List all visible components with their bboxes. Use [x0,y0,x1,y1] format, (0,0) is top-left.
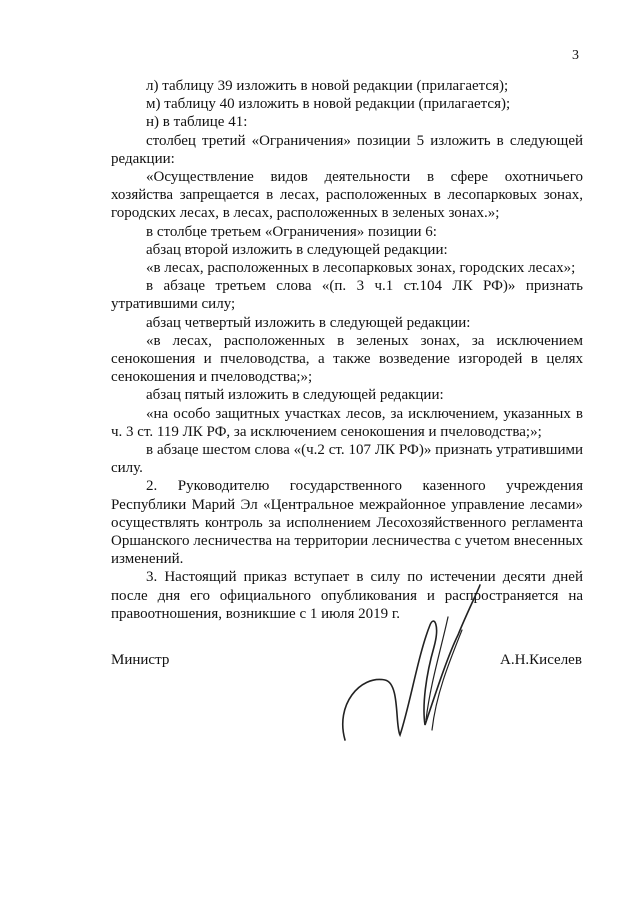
paragraph: л) таблицу 39 изложить в новой редакции (прилагается); [146,78,509,94]
handwritten-signature [330,555,500,765]
paragraph: «в лесах, расположенных в лесопарковых зонах, городских лесах»; [146,260,576,277]
paragraph: абзац пятый изложить в следующей редакции: [146,387,444,404]
paragraph: абзац четвертый изложить в следующей редакции: [146,314,471,331]
paragraph: 2. Руководителю государственного казенного учреждения Республики Марий Эл «Центральное межрайонное управление лесами» осуществлять контроль за исполнением Лесохозяйственного регламента Оршанского лесничества на территории лесничества с учетом внесенных изменений. [111,478,583,568]
paragraph: н) в таблице 41: [146,114,248,131]
paragraph: в абзаце третьем слова «(п. 3 ч.1 ст.104 ЛК РФ)» признать утратившими силу; [111,278,583,313]
paragraph: м) таблицу 40 изложить в новой редакции (прилагается); [146,96,511,113]
paragraph: в столбце третьем «Ограничения» позиции 6: [146,223,437,240]
page-number: 3 [572,48,579,63]
paragraph: «Осуществление видов деятельности в сфере охотничьего хозяйства запрещается в лесах, расположенных в лесопарковых зонах, городских лесах, в лесах, расположенных в зеленых зонах.»; [111,169,583,222]
signatory-name: А.Н.Киселев [500,652,582,668]
paragraph: столбец третий «Ограничения» позиции 5 изложить в следующей редакции: [111,132,583,167]
paragraph: абзац второй изложить в следующей редакции: [146,241,448,258]
signatory-title: Министр [111,652,170,668]
paragraph: «на особо защитных участках лесов, за исключением, указанных в ч. 3 ст. 119 ЛК РФ, за исключением сенокошения и пчеловодства;»; [111,405,583,440]
paragraph: «в лесах, расположенных в зеленых зонах, за исключением сенокошения и пчеловодства, а также возведение изгородей в целях сенокошения и пчеловодства;»; [111,332,583,386]
document-body [111,77,583,623]
paragraph: 3. Настоящий приказ вступает в силу по истечении десяти дней после дня его официального опубликования и распространяется на правоотношения, возникшие с 1 июля 2019 г. [111,569,583,622]
paragraph: в абзаце шестом слова «(ч.2 ст. 107 ЛК РФ)» признать утратившими силу. [111,442,583,477]
